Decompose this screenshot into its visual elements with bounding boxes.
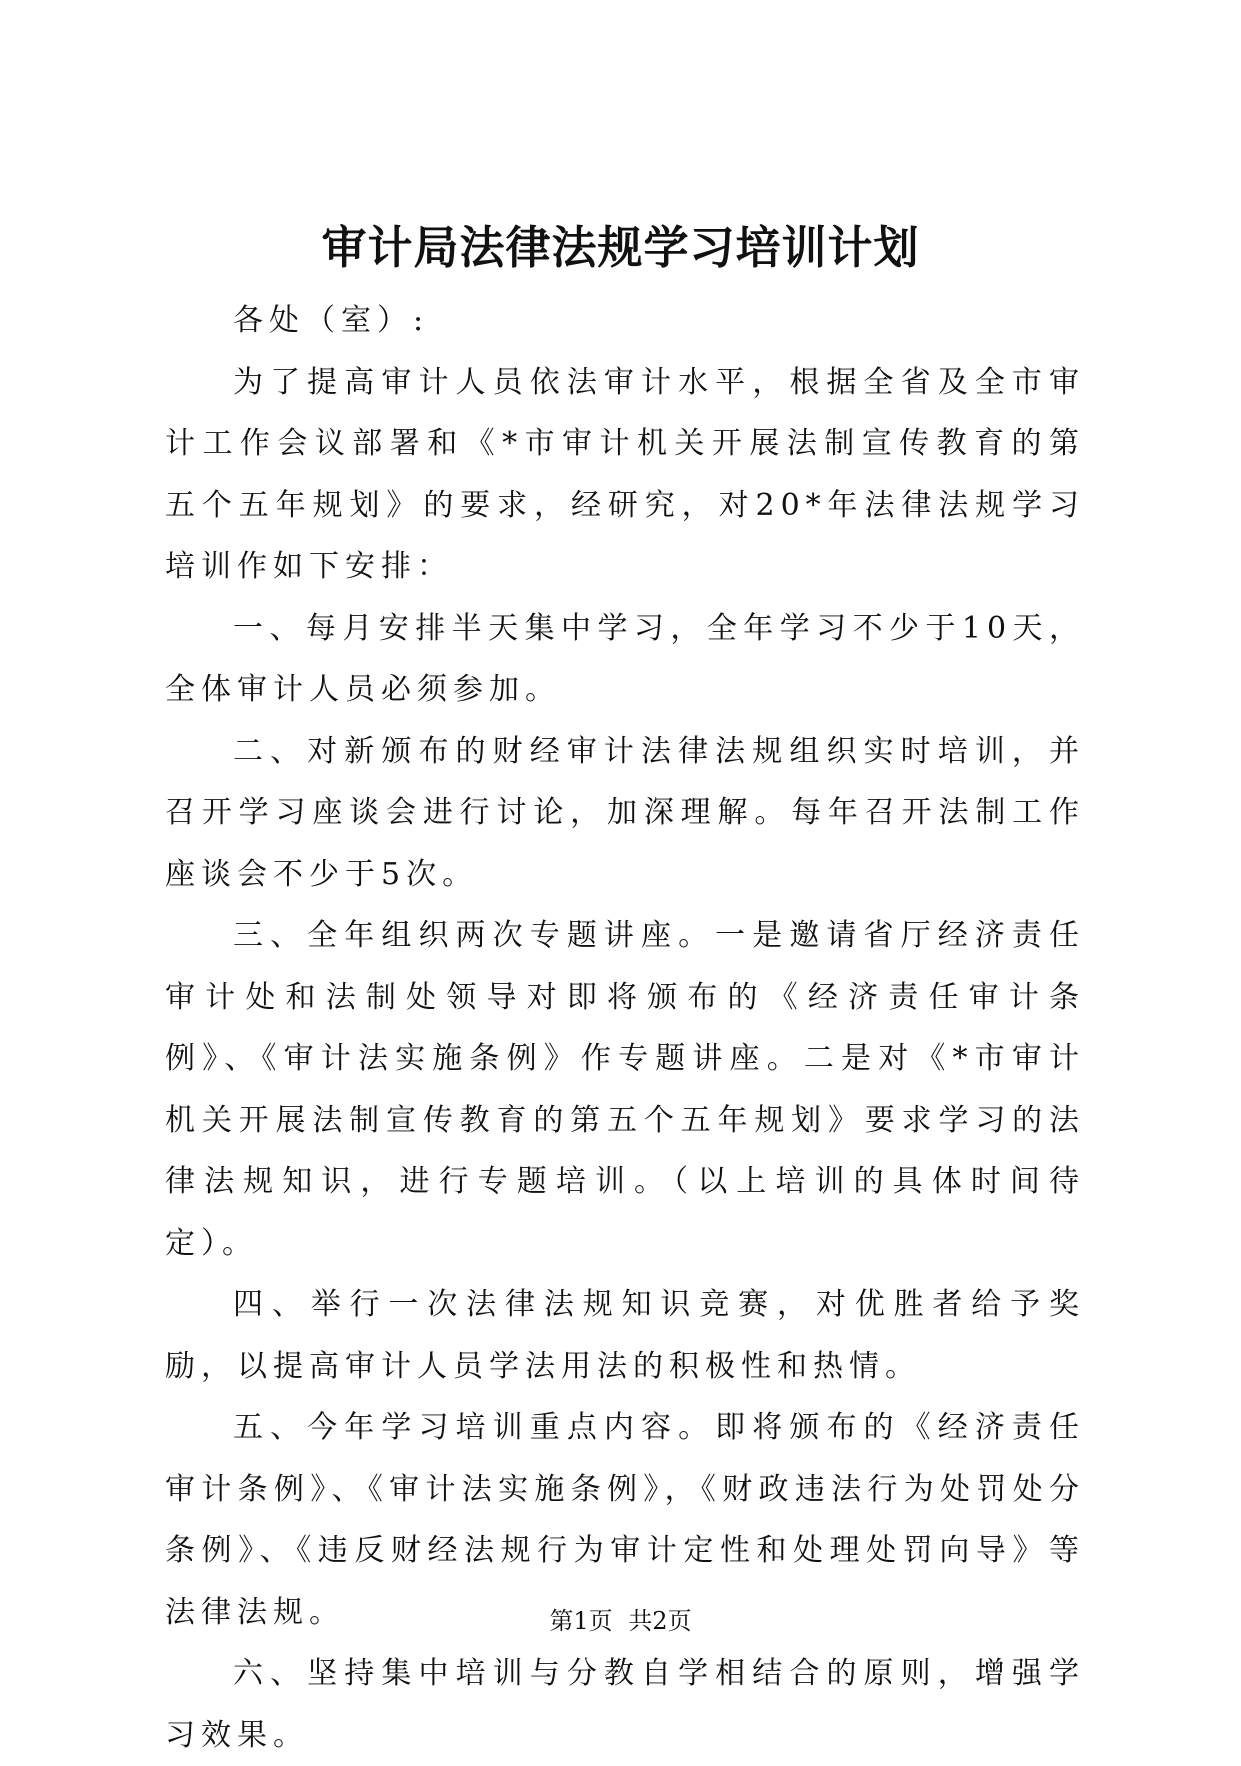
- paragraph-item-2: 二、对新颁布的财经审计法律法规组织实时培训，并召开学习座谈会进行讨论，加深理解。每年召开法制工作座谈会不少于5次。: [165, 733, 1085, 892]
- page-total: 共2页: [628, 1607, 692, 1635]
- page-number: 第1页: [549, 1607, 613, 1635]
- paragraph-item-1: 一、每月安排半天集中学习，全年学习不少于10天，全体审计人员必须参加。: [165, 610, 1085, 707]
- document-title: 审计局法律法规学习培训计划: [321, 221, 920, 274]
- paragraph-item-3: 三、全年组织两次专题讲座。一是邀请省厅经济责任审计处和法制处领导对即将颁布的《经济责任审计条例》、《审计法实施条例》作专题讲座。二是对《*市审计机关开展法制宣传教育的第五个五年规划》要求学习的法律法规知识，进行专题培训。（以上培训的具体时间待定）。: [165, 918, 1085, 1261]
- paragraph-item-5: 五、今年学习培训重点内容。即将颁布的《经济责任审计条例》、《审计法实施条例》，《财政违法行为处罚处分条例》、《违反财经法规行为审计定性和处理处罚向导》等法律法规。: [165, 1410, 1085, 1630]
- paragraph-intro: 为了提高审计人员依法审计水平，根据全省及全市审计工作会议部署和《*市审计机关开展法制宣传教育的第五个五年规划》的要求，经研究，对20*年法律法规学习培训作如下安排：: [165, 364, 1085, 584]
- paragraph-item-4: 四、举行一次法律法规知识竞赛，对优胜者给予奖励，以提高审计人员学法用法的积极性和热情。: [165, 1287, 1085, 1384]
- paragraph-item-6: 六、坚持集中培训与分教自学相结合的原则，增强学习效果。: [165, 1656, 1085, 1753]
- salutation: 各处（室）:: [233, 303, 430, 338]
- document-body: [165, 290, 1085, 1766]
- page-footer: [0, 1605, 1241, 1637]
